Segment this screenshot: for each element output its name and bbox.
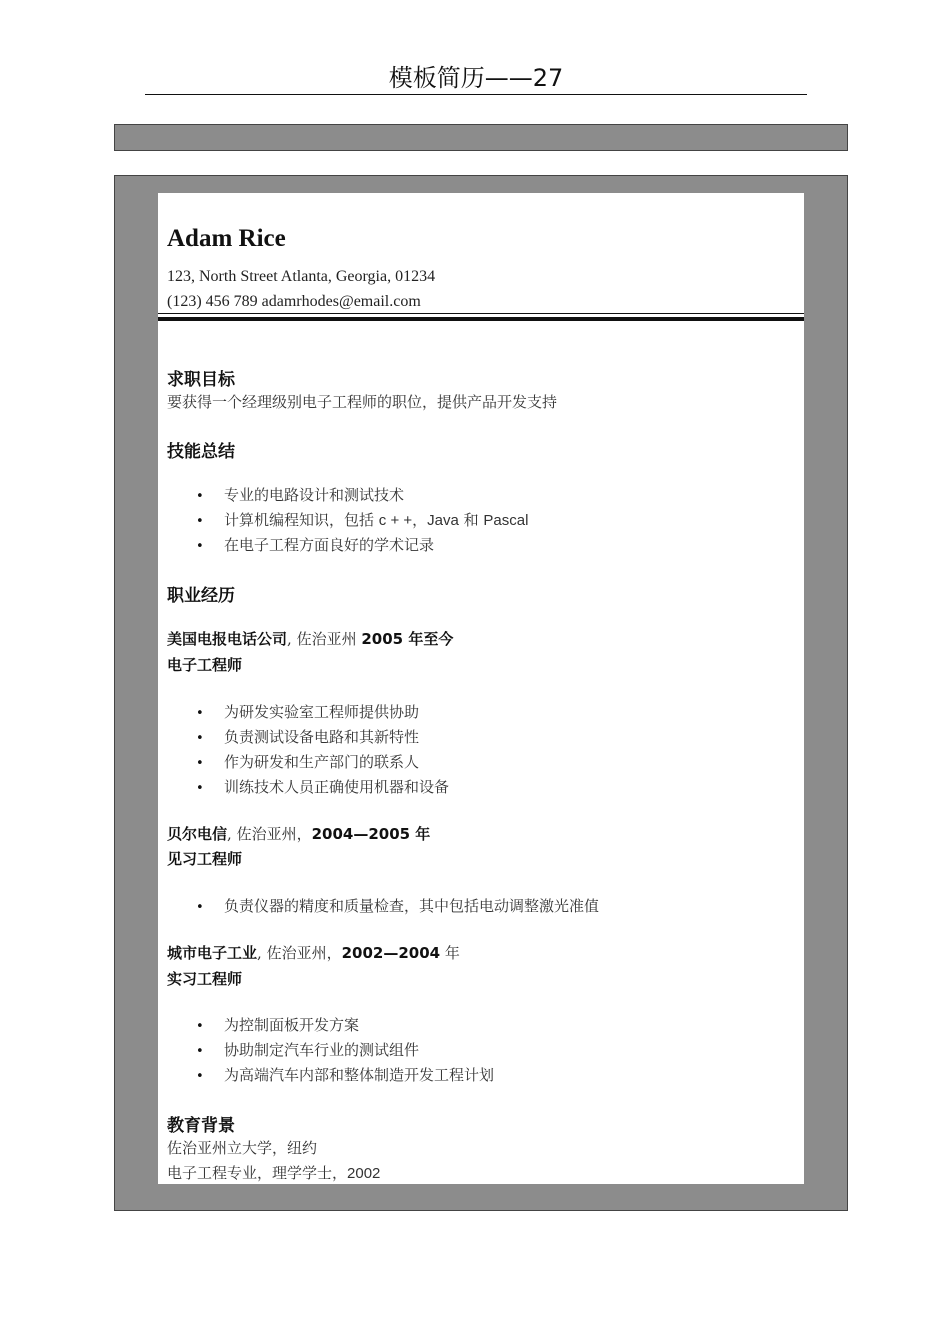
bullet-icon: • — [196, 489, 204, 504]
job-header: 城市电子工业, 佐治亚州，2002—2004 年 — [167, 944, 460, 962]
list-item: • 专业的电路设计和测试技术 — [196, 486, 405, 504]
skills-heading: 技能总结 — [167, 442, 235, 462]
job-header: 美国电报电话公司, 佐治亚州 2005 年至今 — [167, 630, 454, 648]
list-item: • 协助制定汽车行业的测试组件 — [196, 1041, 420, 1059]
header-rule-thin — [158, 313, 804, 314]
bullet-icon: • — [196, 706, 204, 721]
education-degree: 电子工程专业，理学学士，2002 — [167, 1164, 381, 1182]
job-role: 见习工程师 — [167, 850, 243, 868]
education-heading: 教育背景 — [167, 1116, 235, 1136]
bullet-icon: • — [196, 731, 204, 746]
bullet-icon: • — [196, 539, 204, 554]
list-item: • 在电子工程方面良好的学术记录 — [196, 536, 435, 554]
resume-sheet — [158, 193, 804, 1184]
address: 123, North Street Atlanta, Georgia, 01234 — [167, 268, 436, 285]
objective-text: 要获得一个经理级别电子工程师的职位，提供产品开发支持 — [167, 393, 558, 411]
bullet-icon: • — [196, 1044, 204, 1059]
list-item: • 计算机编程知识，包括 c + +，Java 和 Pascal — [196, 511, 529, 529]
header-rule-thick — [158, 317, 804, 321]
list-item: • 作为研发和生产部门的联系人 — [196, 753, 420, 771]
phone-email: (123) 456 789 adamrhodes@email.com — [167, 293, 421, 310]
job-role: 实习工程师 — [167, 970, 243, 988]
objective-heading: 求职目标 — [167, 370, 235, 390]
experience-heading: 职业经历 — [167, 586, 235, 606]
bullet-icon: • — [196, 514, 204, 529]
list-item: • 为控制面板开发方案 — [196, 1016, 360, 1034]
bullet-icon: • — [196, 1069, 204, 1084]
bullet-icon: • — [196, 781, 204, 796]
list-item: • 训练技术人员正确使用机器和设备 — [196, 778, 450, 796]
document-title: 模板简历——27 — [145, 62, 807, 95]
job-header: 贝尔电信, 佐治亚州，2004—2005 年 — [167, 825, 431, 843]
list-item: • 负责仪器的精度和质量检查，其中包括电动调整激光准值 — [196, 897, 600, 915]
header-band — [114, 124, 848, 151]
education-school: 佐治亚州立大学，纽约 — [167, 1139, 318, 1157]
job-role: 电子工程师 — [167, 656, 243, 674]
list-item: • 为高端汽车内部和整体制造开发工程计划 — [196, 1066, 495, 1084]
list-item: • 为研发实验室工程师提供协助 — [196, 703, 420, 721]
bullet-icon: • — [196, 1019, 204, 1034]
list-item: • 负责测试设备电路和其新特性 — [196, 728, 420, 746]
bullet-icon: • — [196, 756, 204, 771]
bullet-icon: • — [196, 900, 204, 915]
candidate-name: Adam Rice — [167, 225, 286, 252]
